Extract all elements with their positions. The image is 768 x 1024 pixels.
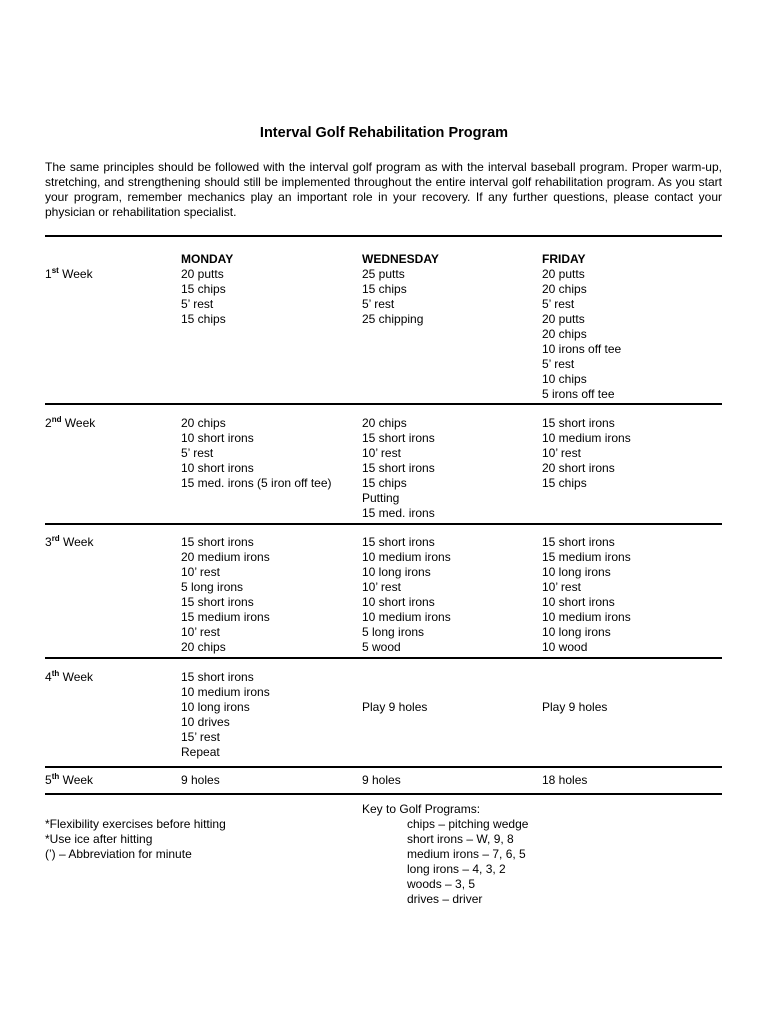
week-ordinal-suffix: rd (51, 534, 60, 543)
activity-item: 15 short irons (542, 535, 615, 549)
cell-wednesday (362, 773, 401, 788)
activity-item: 10 medium irons (362, 550, 451, 564)
week-label (45, 416, 95, 431)
activity-item: 10 long irons (542, 565, 611, 579)
activity-item: 15 chips (181, 282, 226, 296)
week-ordinal-suffix: nd (51, 415, 62, 424)
activity-item: 20 putts (181, 267, 224, 281)
cell-friday (542, 267, 621, 402)
activity-item: 10 short irons (362, 595, 435, 609)
footnote-item: *Use ice after hitting (45, 832, 153, 846)
cell-wednesday (362, 700, 427, 715)
activity-item: 10 medium irons (181, 685, 270, 699)
key-item: long irons – 4, 3, 2 (407, 862, 506, 876)
activity-item: 15 med. irons (362, 506, 435, 520)
activity-item: 10 medium irons (542, 610, 631, 624)
key-item: drives – driver (407, 892, 483, 906)
row-divider-1 (45, 403, 722, 405)
cell-monday (181, 535, 270, 655)
week-number: 5 (45, 773, 52, 787)
activity-item: 15 chips (542, 476, 587, 490)
activity-item: 5’ rest (542, 357, 575, 371)
activity-item: 15 med. irons (5 iron off tee) (181, 476, 332, 490)
activity-item: 20 medium irons (181, 550, 270, 564)
week-word: Week (58, 267, 93, 281)
activity-item: 18 holes (542, 773, 588, 787)
activity-item: 5’ rest (181, 446, 214, 460)
activity-item: 10’ rest (181, 625, 220, 639)
cell-monday (181, 670, 270, 760)
week-number: 4 (45, 670, 52, 684)
footnote-item: (’) – Abbreviation for minute (45, 847, 192, 861)
footnote-item: *Flexibility exercises before hitting (45, 817, 226, 831)
intro-paragraph: The same principles should be followed with the interval golf program as with the interval baseball program. Proper warm-up, stretching, and strengthening should still be implemented throughout the entire interval golf rehabilitation program. As you start your program, remember mechanics play an important role in your recovery. If any further questions, please contact your physician or rehabilitation specialist. (45, 160, 722, 219)
activity-item: 10 medium irons (542, 431, 631, 445)
activity-item: 15 short irons (181, 670, 254, 684)
week-number: 1 (45, 267, 52, 281)
activity-item: 9 holes (181, 773, 220, 787)
week-label (45, 535, 93, 550)
activity-item: 10 wood (542, 640, 588, 654)
activity-item: 10 long irons (181, 700, 250, 714)
activity-item: 20 chips (362, 416, 407, 430)
activity-item: 25 chipping (362, 312, 424, 326)
activity-item: 10 short irons (181, 431, 254, 445)
week-word: Week (59, 535, 94, 549)
activity-item: 10 medium irons (362, 610, 451, 624)
activity-item: 15 chips (362, 476, 407, 490)
week-word: Week (61, 416, 96, 430)
cell-friday (542, 416, 631, 491)
activity-item: 20 short irons (542, 461, 615, 475)
activity-item: 15 short irons (181, 595, 254, 609)
table-top-rule (45, 235, 722, 237)
week-ordinal-suffix: st (51, 266, 59, 275)
key-list (407, 817, 528, 907)
activity-item: 15 medium irons (181, 610, 270, 624)
week-label (45, 670, 93, 685)
activity-item: 10’ rest (542, 446, 581, 460)
cell-monday (181, 267, 226, 327)
week-label (45, 267, 93, 282)
footnotes (45, 817, 226, 862)
activity-item: 10 drives (181, 715, 230, 729)
week-ordinal-suffix: th (51, 669, 60, 678)
week-number: 3 (45, 535, 52, 549)
week-label (45, 773, 93, 788)
activity-item: 20 chips (181, 640, 226, 654)
activity-item: 9 holes (362, 773, 401, 787)
row-divider-2 (45, 523, 722, 525)
activity-item: 5’ rest (362, 297, 395, 311)
activity-item: 15 short irons (542, 416, 615, 430)
activity-item: Play 9 holes (362, 700, 428, 714)
activity-item: 15 chips (362, 282, 407, 296)
row-divider-4 (45, 766, 722, 768)
cell-friday (542, 535, 631, 655)
activity-item: 20 chips (542, 282, 587, 296)
activity-item: 5 long irons (362, 625, 425, 639)
cell-monday (181, 416, 332, 491)
activity-item: 20 chips (542, 327, 587, 341)
activity-item: 20 putts (542, 267, 585, 281)
week-number: 2 (45, 416, 52, 430)
table-bottom-rule (45, 793, 722, 795)
cell-wednesday (362, 416, 435, 521)
activity-item: Repeat (181, 745, 220, 759)
activity-item: 5 irons off tee (542, 387, 615, 401)
activity-item: 10’ rest (362, 446, 401, 460)
activity-item: 10 long irons (362, 565, 431, 579)
cell-wednesday (362, 267, 423, 327)
header-friday: FRIDAY (542, 252, 586, 266)
key-item: medium irons – 7, 6, 5 (407, 847, 526, 861)
activity-item: 10 chips (542, 372, 587, 386)
activity-item: 5 wood (362, 640, 401, 654)
activity-item: Play 9 holes (542, 700, 608, 714)
week-word: Week (59, 773, 94, 787)
activity-item: 10 long irons (542, 625, 611, 639)
activity-item: 10’ rest (542, 580, 581, 594)
cell-monday (181, 773, 220, 788)
key-item: short irons – W, 9, 8 (407, 832, 514, 846)
cell-wednesday (362, 535, 451, 655)
activity-item: 10’ rest (181, 565, 220, 579)
week-ordinal-suffix: th (51, 772, 60, 781)
activity-item: 15 short irons (362, 535, 435, 549)
key-item: chips – pitching wedge (407, 817, 529, 831)
page-title: Interval Golf Rehabilitation Program (259, 125, 509, 141)
activity-item: 20 chips (181, 416, 226, 430)
activity-item: 15 short irons (362, 461, 435, 475)
activity-item: 5’ rest (542, 297, 575, 311)
cell-friday (542, 700, 607, 715)
header-wednesday: WEDNESDAY (362, 252, 439, 266)
activity-item: 15 chips (181, 312, 226, 326)
activity-item: 15 short irons (181, 535, 254, 549)
activity-item: Putting (362, 491, 400, 505)
activity-item: 15 medium irons (542, 550, 631, 564)
activity-item: 10’ rest (362, 580, 401, 594)
activity-item: 15’ rest (181, 730, 220, 744)
activity-item: 15 short irons (362, 431, 435, 445)
activity-item: 20 putts (542, 312, 585, 326)
activity-item: 5’ rest (181, 297, 214, 311)
activity-item: 10 short irons (181, 461, 254, 475)
activity-item: 5 long irons (181, 580, 244, 594)
key-title: Key to Golf Programs: (362, 802, 481, 816)
header-monday: MONDAY (181, 252, 234, 266)
row-divider-3 (45, 657, 722, 659)
cell-friday (542, 773, 587, 788)
activity-item: 10 short irons (542, 595, 615, 609)
week-word: Week (59, 670, 94, 684)
activity-item: 10 irons off tee (542, 342, 622, 356)
key-item: woods – 3, 5 (407, 877, 476, 891)
activity-item: 25 putts (362, 267, 405, 281)
